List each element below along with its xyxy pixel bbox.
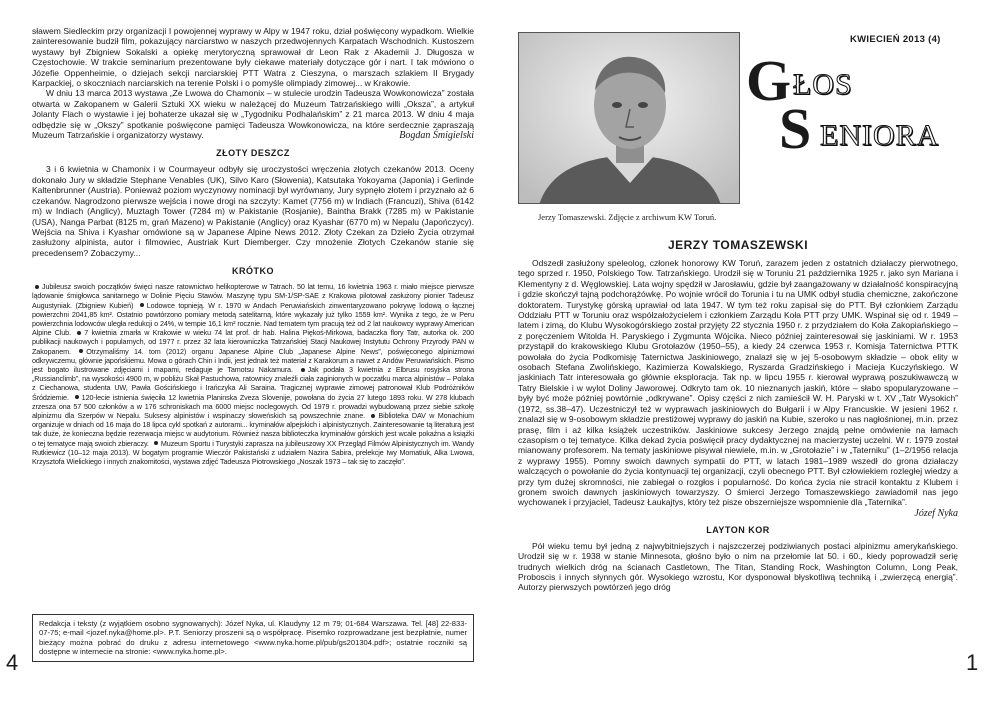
zloty-deszcz-text: 3 i 6 kwietnia w Chamonix i w Courmayeur odbyły się uroczystości wręczenia złotych czekanów 2013. Oceny dokonało Jury w składzie Stephane Venables (UK), Silvo Karo (Słowenia), Katsutaka Yokoyama (Japonia) i Gerlinde Kaltenbrunner (Austria). Ponieważ poziom wyczynowy nominacji był wyrównany, Jury sypnęło złotem i przyznało aż 6 czekanów. Nagrodzono pierwsze wejścia i nowe drogi na szczyty: Kamet (7756 m) w Indiach (Francuzi), Shiva (6142 m) w Indiach (Anglicy), Muztagh Tower (7284 m) w Pakistanie (Rosjanie), Baintha Brakk (7285 m) w Pakistanie (USA), Nanga Parbat (8125 m, grań Mazeno) w Pakistanie (Anglicy) oraz Kyashar (6770 m) w Nepalu (Japończycy). Wejścia na Shiva i Kyashar omówione są w Japanese Alpine News 2012. Złoty Czekan za Dzieło Życia otrzymał zasłużony alpinista, autor i filmowiec, Austriak Kurt Diemberger. Czy mnożenie Złotych Czekanów stanie się precedensem? Zobaczymy... <box>32 164 474 258</box>
portrait-illustration <box>519 33 740 204</box>
news-list <box>32 282 474 466</box>
portrait-photo <box>518 32 740 204</box>
page-number-left: 4 <box>6 650 19 675</box>
news-item: 120-lecie istnienia święciła 12 kwietnia Planinska Zveza Slovenije, powołana do życia 27 lutego 1893 roku. W 278 klubach zrzesza ona 57 500 członków a w 176 schroniskach ma 6000 miejsc noclegowych. Od 1979 r. prowadzi wybudowaną przez siebie szkołę alpinizmu dla Szerpów w Nepalu. Suksesy alpinistów i wspinaczy słoweńskich są powszechnie znane. <box>32 392 474 420</box>
news-item: Biblioteka DAV w Monachium organizuje w dniach od 16 maja do 18 lipca cykl spotkań z autorami... kryminałów alpejskich i alpinistycznych. Zainteresowanie tą literaturą jest tak duże, że konieczna będzie rezerwacja miejsc w audytorium. Również nasza biblioteczka kryminałów górskich jest wcale pokaźna a książki o tej tematyce mają swoich zbieraczy. <box>32 410 474 448</box>
logo-letter-g: G <box>746 48 792 113</box>
exhibition-paragraph: W dniu 13 marca 2013 wystawa „Ze Lwowa do Chamonix – w stulecie urodzin Tadeusza Wowkonowicza” została otwarta w Zakopanem w Galerii Sztuki XX wieku w należącej do Muzeum Tatrzańskiego willi „Oksza”, a artykuł Jolanty Flach o wystawie i jej bohaterze ukazał się w „Tygodniku Podhalańskim” z 21 marca 2013. W dniu 4 maja odbędzie się w „Okszy” spotkanie poświęcone pamięci Tadeusza Wowkonowicza, na które serdecznie zapraszają Muzeum Tatrzańskie i organizatorzy wystawy. <box>32 88 474 141</box>
right-column <box>518 238 958 593</box>
article-title-kor: LAYTON KOR <box>706 524 770 535</box>
bullet-icon <box>79 349 83 353</box>
editorial-footer-text: Redakcja i teksty (z wyjątkiem osobno sygnowanych): Józef Nyka, ul. Klaudyny 12 m 79; 01-684 Warszawa. Tel. [48] 22-833-07-75; e-mail <jozef.nyka@home.pl>. P.T. Seniorzy proszeni są o współpracę. Pisemko rozprowadzane jest bezpłatnie, numer bieżący można pobrać do druku z adresu internetowego <www.nyka.home.pl/pub/gs201304.pdf>; ostatnie roczniki są dostępne w internecie na stronie: <www.nyka.home.pl>. <box>39 619 467 657</box>
bullet-icon <box>140 303 144 307</box>
bullet-icon <box>301 368 305 372</box>
bullet-icon <box>75 395 79 399</box>
bullet-icon <box>35 285 39 289</box>
news-item: Muzeum Sportu i Turystyki zaprasza na jubileuszowy XX Przegląd Filmów Alpinistycznych im. Wandy Rutkiewicz (10–12 maja 2013). W bogatym programie Wieczór Pakistański z udziałem Nazira Sabira, prelekcje Iwy Momatiuk, Alka Lwowa, Krzysztofa Wielickiego i innych znakomitości, wystawa zdjęć Tadeusza Piotrowskiego „Noszak 1973 – tak się to zaczęło”. <box>32 438 474 466</box>
news-item: Jak podała 3 kwietnia z Elbrusu rosyjska strona „Russianclimb”, na wysokości 4900 m, w pobliżu Skał Pastuchowa, ratownicy znaleźli ciała zaginionych w poczatku marca alpinistów – Polaka z Ciechanowa, studenta UW, Pawła Gościńskiego i Irańczyka Ali Saraina. Tragicznej wyprawie zimowej patronował Klub Podróżników Śródziemie. <box>32 364 474 402</box>
photo-caption: Jerzy Tomaszewski. Zdjęcie z archiwum KW Toruń. <box>538 212 717 222</box>
article-text-kor: Pół wieku temu był jedną z najwybitniejszych i najszczerzej podziwianych postaci alpinizmu amerykańskiego. Urodził się w r. 1938 w stanie Minnesota, głośno było o nim na przełomie lat 50. i 60., kiedy poprowadził serię trudnych wielkich dróg na ścianach Castletown, The Titan, Standing Rock, Washington Column, Long Peak, Proboscis i innych słynnych gór. Wysokiego wzrostu, Kor dysponował błyskotliwą techniką i „zwierzęcą energią”. Autorzy pierwszych powtórzeń jego dróg <box>518 540 958 593</box>
logo-text-los: ŁOS <box>793 68 853 101</box>
news-item: Lodowce topnieją. W r. 1970 w Andach Peruwiańskich zinwentaryzowano pokrywę lodową o łącznej powierzchni 2041,85 km². Ostatnio powtórzono pomiary metodą satelitarną, które wykazały już tylko 1559 km². Wynika z tego, że w Peru powierzchnia lodowców uległa redukcji o 24%, w tempie 16,1 km² rocznie. Nad tematem tym pracują też od 2 lat naukowcy wyprawy American Alpine Club. <box>32 300 474 338</box>
signature-nyka: Józef Nyka <box>914 507 958 519</box>
issue-label: KWIECIEŃ 2013 (4) <box>850 34 941 45</box>
page-right <box>496 0 992 701</box>
news-item: Jubileusz swoich początków święci nasze ratownictwo helikopterowe w Tatrach. 50 lat temu, 16 kwietnia 1963 r. miało miejsce pierwsze lądowanie śmigłowca sanitarnego w Dolinie Pięciu Stawów. Maszynę typu SM-1/SP-SAE z Krakowa pilotował zasłużony pionier Tadeusz Augustyniak. (Zbigniew Kubień) <box>32 282 474 310</box>
page-number-right: 1 <box>966 650 979 675</box>
logo-letter-s: S <box>779 96 812 161</box>
section-title-zloty-deszcz: ZŁOTY DESZCZ <box>216 148 290 159</box>
bullet-icon <box>77 331 81 335</box>
logo-text-eniora: ENIORA <box>820 119 940 152</box>
section-title-krotko: KRÓTKO <box>232 266 274 277</box>
editorial-footer <box>32 614 474 662</box>
news-item: 7 kwietnia zmarła w Krakowie w wieku 74 lat prof. dr hab. Halina Piękoś-Mirkowa, badaczka flory Tatr, autorka ok. 200 publikacji naukowych i popularnych, od 1977 r. przez 32 lata kierowniczka Tatrzańskiej Stacji Naukowej Instytutu Ochrony Przyrody PAN w Zakopanem. <box>32 328 474 356</box>
signature-smigielski: Bogdan Śmigielski <box>399 130 474 142</box>
bullet-icon <box>154 441 158 445</box>
news-item: Otrzymaliśmy 14. tom (2012) organu Japanese Alpine Club „Japanese Alpine News”, poświęconego alpinizmowi odkrywczemu, głównie japońskiemu. Mowa o górach Chin i Indii, jest jednak też materiał z Karakorum a nawet z Andów Peruwiańskich. Pismo jest bogato ilustrowane zdjęciami i mapami, redaguje je Tamotsu Nakamura. <box>32 346 474 374</box>
intro-paragraph: sławem Siedleckim przy organizacji I powojennej wyprawy w Alpy w 1947 roku, dział poświęcony wypadkom. Wielkie zainteresowanie budził film, pokazujący narciarstwo w naszych przedwojennych Karpatach Wschodnich. Kustoszem wystawy był Zbigniew Sokalski a opiekę merytoryczną sprawował dr Leon Rak z Akademii J. Długosza w Częstochowie. W trakcie seminarium prezentowane były ciekawe materiały dotyczące gór i nart. I tak mówiono o Józefie Oppenheimie, o dziejach sekcji narciarskiej PTT Watra z Cieszyna, o marszach szlakiem II Brygady Karpackiej, o skoczniach narciarskich na terenie Polski i o pomyśle olimpiady zimowej... w Krakowie. <box>32 26 474 89</box>
bullet-icon <box>371 414 375 418</box>
article-title-tomaszewski: JERZY TOMASZEWSKI <box>667 238 809 252</box>
left-column <box>32 26 474 466</box>
article-text-tomaszewski: Odszedł zasłużony speleolog, członek honorowy KW Toruń, zarazem jeden z ostatnich działaczy pierwotnego, tego sprzed r. 1950, Polskiego Tow. Tatrzańskiego. Urodził się w Toruniu 21 października 1925 r. jako syn Mariana i Klementyny z d. Węglowskiej. Lata wojny spędził w Jarosławiu, gdzie był zaangażowany w działalność konspiracyjną i gdzie skończył tajną podchorążówkę. Po wojnie wrócił do Torunia i tu na UMK odbył studia chemiczne, zakończone doktoratem. Turystykę górską uprawiał od lata 1947. W tym też roku zapisał się do PTT. Był członkiem Zarządu Oddziału PTT w Toruniu oraz współzałożycielem i członkiem Zarządu Koła PTT przy UMK. Wspinał się od r. 1949 – latem i zimą, do Klubu Wysokogórskiego został przyjęty 22 stycznia 1950 r. z przydziałem do Koła Zakopiańskiego – z poręczeniem Witolda H. Paryskiego i Zygmunta Wójcika. Nieco później zainteresował się jaskiniami. W r. 1953 przystąpił do krakowskiego Klubu Grotołazów (1950–55), a kiedy 24 czerwca 1953 r. Komisja Taternictwa PTTK powołała do życia Podkomisję Taternictwa Jaskiniowego, znalazł się w jej 5-osobowym składzie – obok elity w osobach Stefana Zwolińskiego, Kazimierza Kowalskiego, Ryszarda Gradzińskiego i Macieja Kuczyńskiego. W jaskiniach Tatr interesowała go głównie eksploracja. Tak np. w lipcu 1955 r. kierował wyprawą poszukiwawczą w Tatry Bielskie i w wylot Doliny Jaworowej. Odkryto tam ok. 10 nieznanych jaskiń, które – słabo spopularyzowane – były być może później powtórnie „odkrywane”. Opisy części z nich zamieścił W. H. Paryski w t. XV „Tatr Wysokich” (1972, ss.38–47). Uczestniczył też w wyprawach jaskiniowych do Bułgarii i w Alpy Francuskie. W jesieni 1962 r. znalazł się w 9-osobowym składzie prestiżowej wyprawy do jaskiń na Kubie, szeroko u nas nagłośnionej, m.in. przez prasę, film i aż kilka książek uczestników. Jaskiniowe sukcesy Jerzego znajdą pełne omówienie na łamach czasopism o tej tematyce. Kilka dekad życia poświęcił pracy dydaktycznej na macierzystej uczelni. W r. 1979 został mianowany profesorem. Na tematy jaskiniowe pisywał niewiele, m.in. w „Grotołazie” i w „Taterniku” (1–2/1956 relacja z wyprawy 1955). Pomny swoich dawnych sympatii do PTT, w latach 1981–1989 wszedł do grona działaczy walczących o powołanie do życia kontynuacji tej organizacji, czyli obecnego PTT. Był człowiekiem rozległej wiedzy a przy tym dużej skromności, nie zabiegał o rozgłos i popularność. Do końca życia nie stracił kontaktu z Klubem i gronem swoich dawnych jaskiniowych towarzyszy. O śmierci Jerzego Tomaszewskiego zawiadomił nas jego wychowanek i przyjaciel, Tadeusz Łaukajtys, który też pisze obszerniejsze wspomnienie dla „Taternika”. <box>518 258 958 508</box>
